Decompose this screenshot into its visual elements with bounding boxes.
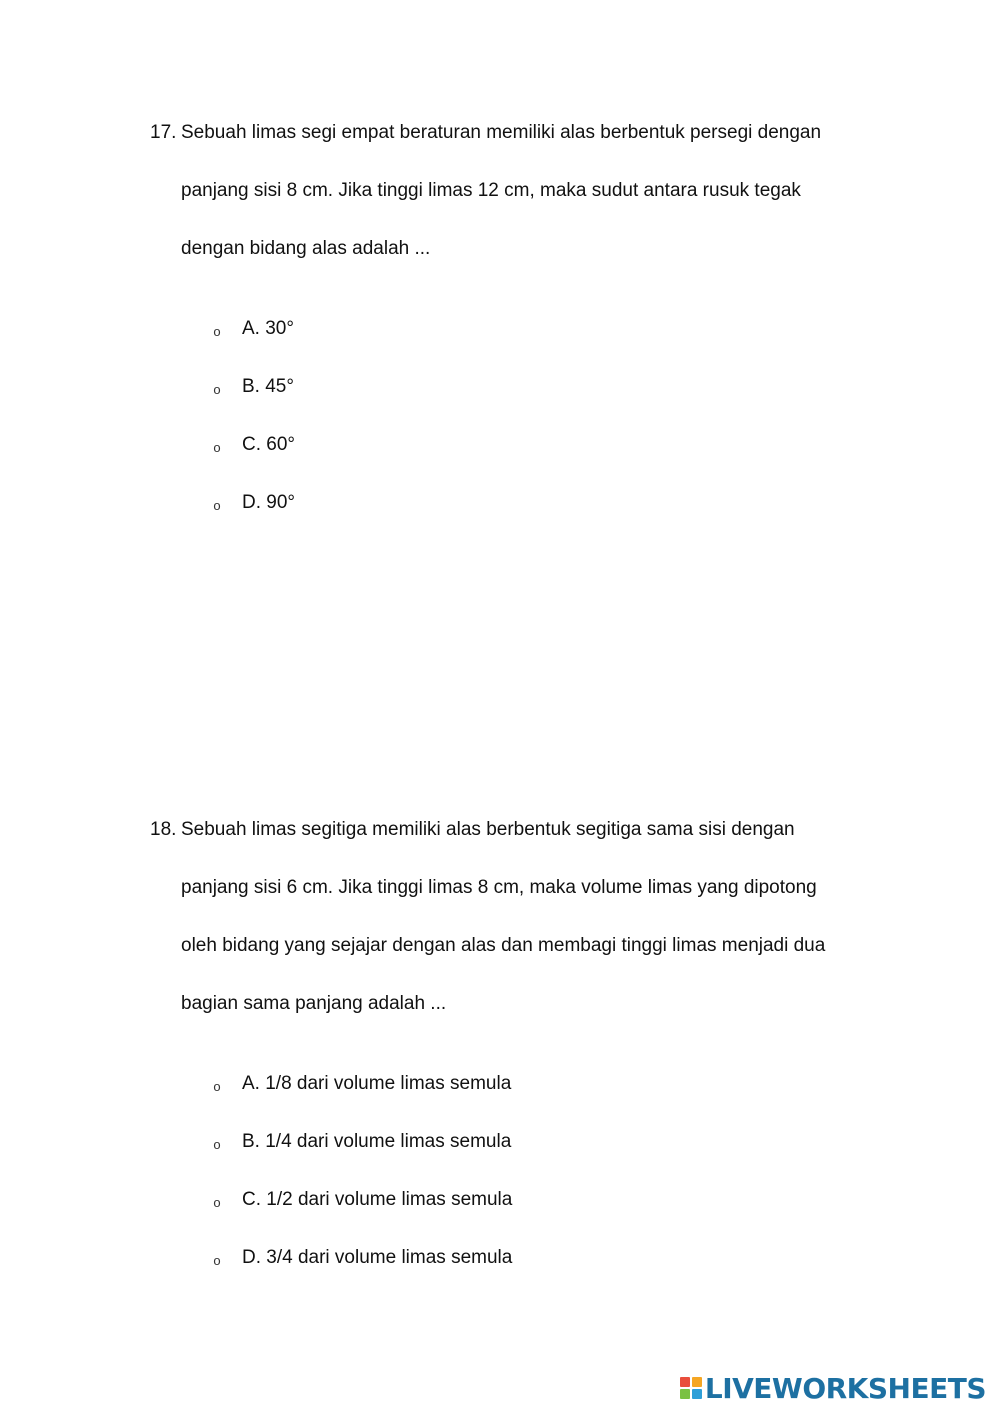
question-18 bbox=[150, 811, 880, 1268]
question-text: bagian sama panjang adalah ... bbox=[181, 993, 447, 1014]
question-number: 17. bbox=[150, 122, 177, 143]
question-text: Sebuah limas segi empat beraturan memiliki alas berbentuk persegi dengan bbox=[181, 122, 822, 143]
logo-square-l bbox=[680, 1377, 690, 1387]
option-label: A. 30° bbox=[242, 318, 294, 339]
radio-circle-icon[interactable]: o bbox=[213, 382, 221, 397]
question-text: panjang sisi 6 cm. Jika tinggi limas 8 cm, maka volume limas yang dipotong bbox=[181, 877, 817, 898]
question-17 bbox=[150, 114, 880, 513]
liveworksheets-brand bbox=[680, 1370, 986, 1406]
question-text: dengan bidang alas adalah ... bbox=[181, 238, 431, 259]
radio-circle-icon[interactable]: o bbox=[213, 440, 221, 455]
radio-circle-icon[interactable]: o bbox=[213, 1079, 221, 1094]
radio-circle-icon[interactable]: o bbox=[213, 1253, 221, 1268]
radio-circle-icon[interactable]: o bbox=[213, 498, 221, 513]
question-text-line bbox=[150, 172, 880, 230]
question-text-line bbox=[150, 927, 880, 985]
option-label: C. 60° bbox=[242, 434, 296, 455]
question-text-line bbox=[150, 114, 880, 172]
option-label: C. 1/2 dari volume limas semula bbox=[242, 1189, 513, 1210]
radio-circle-icon[interactable]: o bbox=[213, 324, 221, 339]
question-text: panjang sisi 8 cm. Jika tinggi limas 12 cm, maka sudut antara rusuk tegak bbox=[181, 180, 801, 201]
brand-wordmark: LIVEWORKSHEETS bbox=[704, 1371, 986, 1405]
question-text-line bbox=[150, 811, 880, 869]
logo-square-i bbox=[692, 1377, 702, 1387]
option-label: D. 90° bbox=[242, 492, 296, 513]
question-text-line bbox=[150, 985, 880, 1043]
option-label: D. 3/4 dari volume limas semula bbox=[242, 1247, 513, 1268]
radio-circle-icon[interactable]: o bbox=[213, 1195, 221, 1210]
option-label: B. 45° bbox=[242, 376, 294, 397]
logo-square-e bbox=[692, 1389, 702, 1399]
question-text-line bbox=[150, 230, 880, 288]
question-text: oleh bidang yang sejajar dengan alas dan membagi tinggi limas menjadi dua bbox=[181, 935, 826, 956]
option-label: A. 1/8 dari volume limas semula bbox=[242, 1073, 512, 1094]
logo-square-v bbox=[680, 1389, 690, 1399]
question-text: Sebuah limas segitiga memiliki alas berbentuk segitiga sama sisi dengan bbox=[181, 819, 795, 840]
option-label: B. 1/4 dari volume limas semula bbox=[242, 1131, 512, 1152]
question-number: 18. bbox=[150, 819, 177, 840]
question-text-line bbox=[150, 869, 880, 927]
liveworksheets-logo-icon bbox=[680, 1377, 702, 1399]
radio-circle-icon[interactable]: o bbox=[213, 1137, 221, 1152]
